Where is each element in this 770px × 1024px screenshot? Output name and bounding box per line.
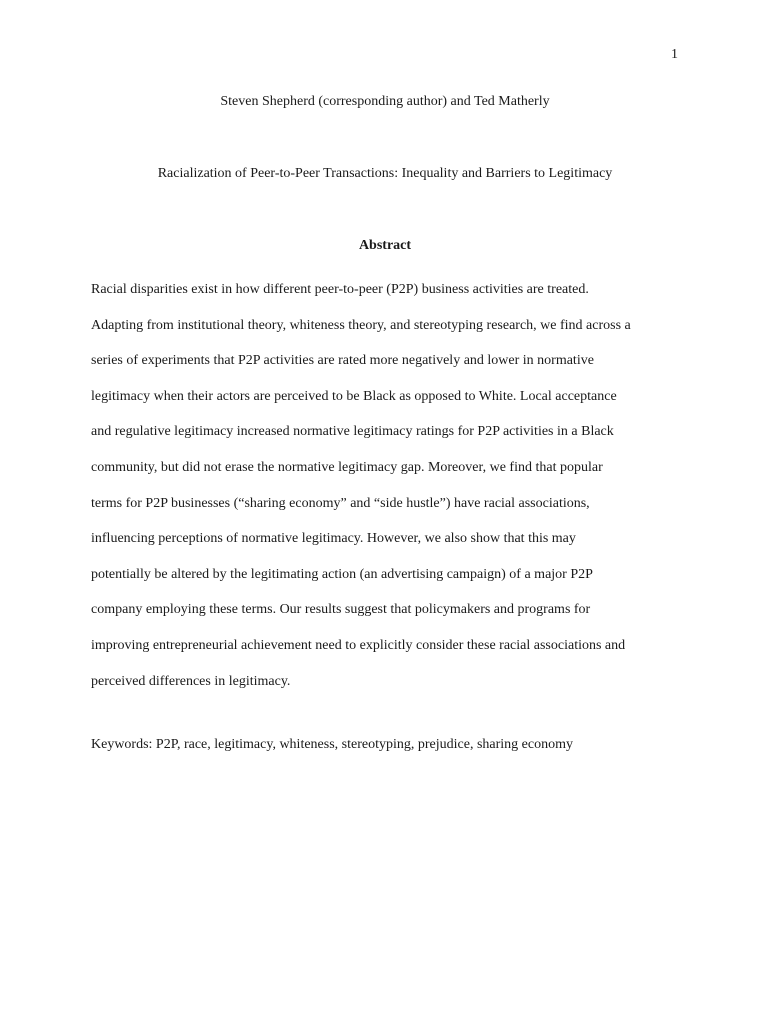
abstract-line: community, but did not erase the normative legitimacy gap. Moreover, we find that popular: [91, 459, 603, 475]
abstract-line: legitimacy when their actors are perceived to be Black as opposed to White. Local acceptance: [91, 388, 617, 404]
abstract-line: potentially be altered by the legitimating action (an advertising campaign) of a major P2P: [91, 566, 593, 582]
abstract-line: and regulative legitimacy increased normative legitimacy ratings for P2P activities in a Black: [91, 424, 614, 440]
abstract-line: improving entrepreneurial achievement need to explicitly consider these racial associations and: [91, 637, 626, 653]
abstract-body: [91, 272, 691, 699]
paper-title: Racialization of Peer-to-Peer Transactions: Inequality and Barriers to Legitimacy: [157, 166, 613, 181]
abstract-line: series of experiments that P2P activities are rated more negatively and lower in normative: [91, 353, 594, 369]
abstract-line: terms for P2P businesses (“sharing economy” and “side hustle”) have racial associations,: [91, 495, 590, 511]
abstract-line: Racial disparities exist in how different peer-to-peer (P2P) business activities are treated.: [91, 282, 589, 297]
abstract-line: influencing perceptions of normative legitimacy. However, we also show that this may: [91, 531, 576, 547]
abstract-heading: Abstract: [358, 238, 412, 253]
page-number: 1: [671, 47, 678, 62]
abstract-line: perceived differences in legitimacy.: [91, 673, 291, 689]
author-line: Steven Shepherd (corresponding author) and Ted Matherly: [220, 94, 550, 109]
abstract-line: company employing these terms. Our results suggest that policymakers and programs for: [91, 602, 591, 618]
abstract-line: Adapting from institutional theory, whiteness theory, and stereotyping research, we find across a: [91, 317, 631, 333]
keywords-line: Keywords: P2P, race, legitimacy, whiteness, stereotyping, prejudice, sharing economy: [91, 737, 573, 752]
